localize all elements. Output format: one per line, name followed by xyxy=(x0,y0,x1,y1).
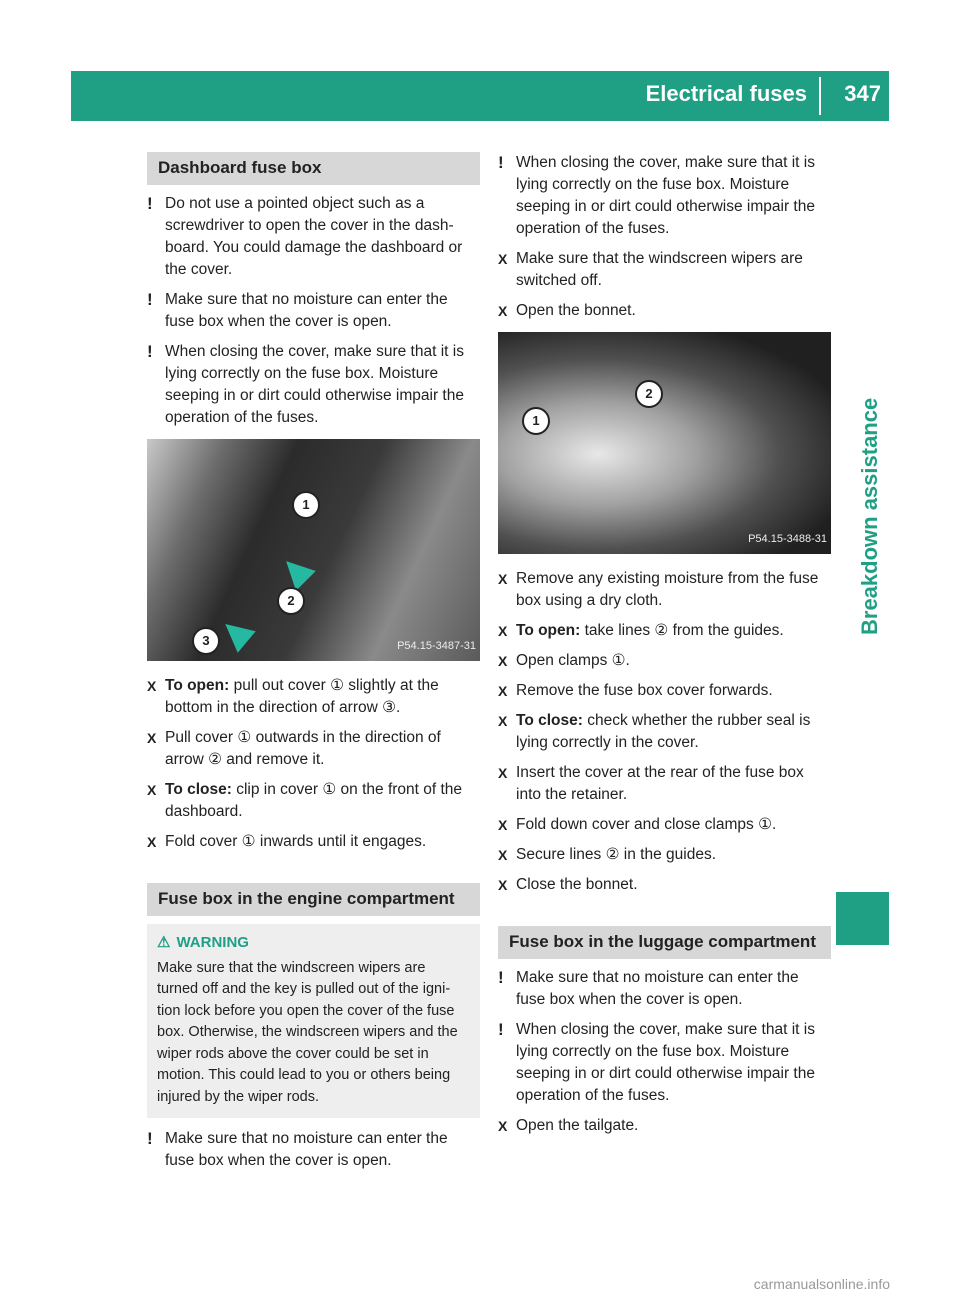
caution-note: ! Make sure that no moisture can enter the fuse box when the cover is open. xyxy=(147,290,448,330)
instruction-step: X Open the bonnet. xyxy=(498,300,831,322)
step-marker-icon: X xyxy=(498,623,508,639)
caution-note: ! Do not use a pointed object such as a screwdriver to open the cover in the dash-board. You could damage the dashboard or the cover. xyxy=(147,194,463,278)
footer-watermark: carmanualsonline.info xyxy=(753,1276,890,1292)
step-marker-icon: X xyxy=(498,713,508,729)
step-marker-icon: X xyxy=(147,834,157,850)
page-header xyxy=(71,71,889,121)
header-separator xyxy=(819,77,821,115)
callout-3: 3 xyxy=(192,627,220,655)
instruction-step: X Open clamps ①. xyxy=(498,650,831,672)
instruction-step: X To close: check whether the rubber seal is lying correctly in the cover. xyxy=(498,712,811,751)
photo-code: P54.15-3487-31 xyxy=(397,640,476,652)
callout-2: 2 xyxy=(635,380,663,408)
side-tab-marker xyxy=(836,892,889,945)
side-tab-label: Breakdown assistance xyxy=(857,397,882,635)
instruction-step: X Fold down cover and close clamps ①. xyxy=(498,814,831,836)
engine-fuse-box-photo xyxy=(498,332,831,554)
exclamation-icon: ! xyxy=(498,153,504,172)
page-number: 347 xyxy=(844,81,881,106)
caution-note: ! When closing the cover, make sure that it is lying correctly on the fuse box. Moisture seeping in or dirt could otherwise impair the operation of the fuses. xyxy=(498,153,815,237)
dashboard-fuse-box-photo xyxy=(147,439,480,661)
warning-box: ⚠ WARNING Make sure that the windscreen wipers are turned off and the key is pulled out of the igni-tion lock before you open the cover of the fuse box. Otherwise, the windscreen wipers and the wiper rods above the cover could be set in motion. This could lead to you or others being injured by the wiper rods. xyxy=(147,924,480,1118)
step-marker-icon: X xyxy=(498,683,508,699)
instruction-step: X To close: clip in cover ① on the front of the dashboard. xyxy=(147,781,463,820)
step-marker-icon: X xyxy=(498,877,508,893)
step-marker-icon: X xyxy=(498,653,508,669)
exclamation-icon: ! xyxy=(147,1129,153,1148)
step-marker-icon: X xyxy=(147,782,157,798)
caution-note: ! Make sure that no moisture can enter the fuse box when the cover is open. xyxy=(498,968,799,1008)
photo-code: P54.15-3488-31 xyxy=(748,533,827,545)
section-heading-luggage: Fuse box in the luggage compartment xyxy=(498,926,831,959)
callout-1: 1 xyxy=(522,407,550,435)
left-column xyxy=(147,152,480,1180)
exclamation-icon: ! xyxy=(147,342,153,361)
step-marker-icon: X xyxy=(498,847,508,863)
callout-1: 1 xyxy=(292,491,320,519)
instruction-step: X To open: pull out cover ① slightly at the bottom in the direction of arrow ③. xyxy=(147,677,439,716)
instruction-step: X Insert the cover at the rear of the fuse box into the retainer. xyxy=(498,764,804,803)
exclamation-icon: ! xyxy=(498,1020,504,1039)
instruction-step: X Open the tailgate. xyxy=(498,1115,831,1137)
arrow-2-icon xyxy=(276,551,316,591)
exclamation-icon: ! xyxy=(498,968,504,987)
step-marker-icon: X xyxy=(147,730,157,746)
step-marker-icon: X xyxy=(498,251,508,267)
arrow-3-icon xyxy=(216,613,255,652)
right-column xyxy=(498,152,831,1145)
instruction-step: X Close the bonnet. xyxy=(498,874,831,896)
caution-note: ! When closing the cover, make sure that it is lying correctly on the fuse box. Moisture seeping in or dirt could otherwise impair the operation of the fuses. xyxy=(147,342,464,426)
instruction-step: X Remove any existing moisture from the fuse box using a dry cloth. xyxy=(498,570,819,609)
instruction-step: X Pull cover ① outwards in the direction of arrow ② and remove it. xyxy=(147,729,441,768)
step-marker-icon: X xyxy=(498,303,508,319)
instruction-step: X Make sure that the windscreen wipers are switched off. xyxy=(498,250,803,289)
section-heading-engine: Fuse box in the engine compartment xyxy=(147,883,480,916)
caution-note: ! When closing the cover, make sure that it is lying correctly on the fuse box. Moisture seeping in or dirt could otherwise impair the operation of the fuses. xyxy=(498,1020,815,1104)
warning-triangle-icon: ⚠ xyxy=(157,934,171,951)
instruction-step: X Secure lines ② in the guides. xyxy=(498,844,831,866)
instruction-step: X Remove the fuse box cover forwards. xyxy=(498,680,831,702)
step-marker-icon: X xyxy=(498,571,508,587)
caution-note: ! Make sure that no moisture can enter the fuse box when the cover is open. xyxy=(147,1129,448,1169)
warning-text: Make sure that the windscreen wipers are turned off and the key is pulled out of the igni-tion lock before you open the cover of the fuse box. Otherwise, the windscreen wipers and the wiper rods above the cover could be set in motion. This could lead to you or others being injured by the wiper rods. xyxy=(157,959,458,1105)
callout-2: 2 xyxy=(277,587,305,615)
step-marker-icon: X xyxy=(498,817,508,833)
section-heading-dashboard: Dashboard fuse box xyxy=(147,152,480,185)
instruction-step: X Fold cover ① inwards until it engages. xyxy=(147,831,480,853)
exclamation-icon: ! xyxy=(147,290,153,309)
step-marker-icon: X xyxy=(498,765,508,781)
exclamation-icon: ! xyxy=(147,194,153,213)
instruction-step: X To open: take lines ② from the guides. xyxy=(498,620,831,642)
step-marker-icon: X xyxy=(147,678,157,694)
chapter-title: Electrical fuses xyxy=(645,81,807,106)
step-marker-icon: X xyxy=(498,1118,508,1134)
